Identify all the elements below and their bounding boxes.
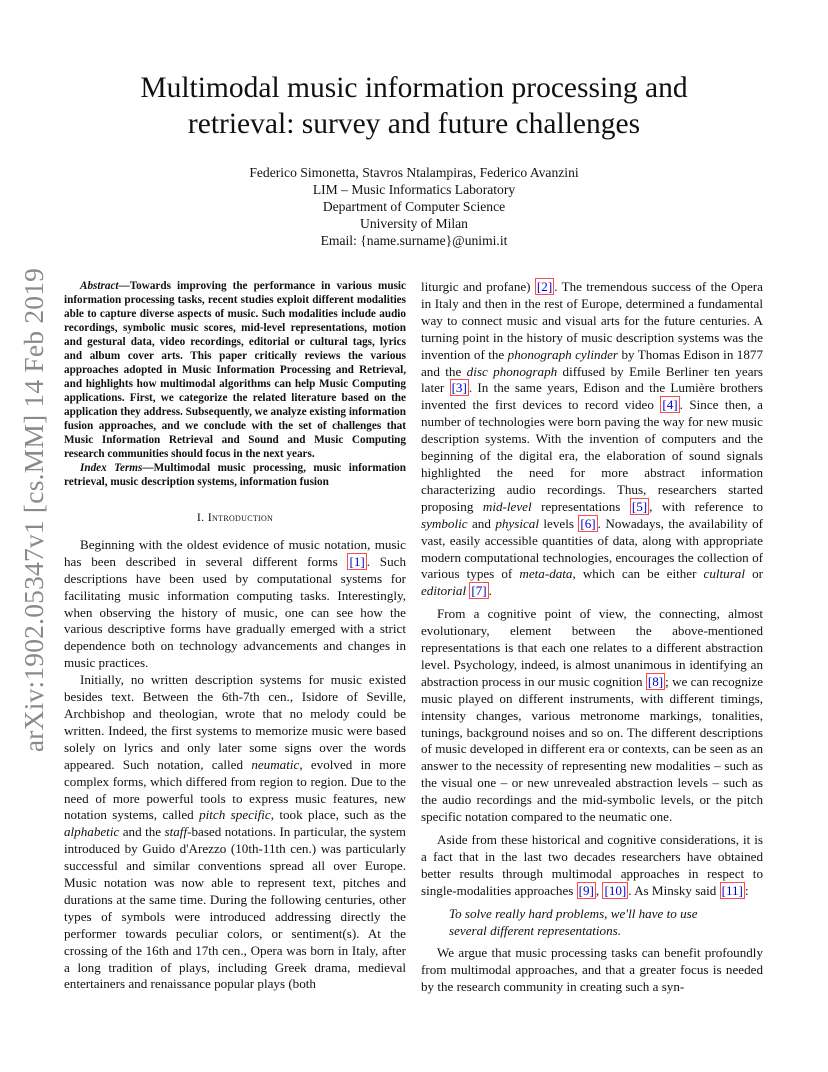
- affiliation-department: Department of Computer Science: [322, 199, 506, 214]
- text-run: .: [488, 583, 492, 599]
- citation-link[interactable]: [8]: [647, 673, 664, 689]
- citation-link[interactable]: [9]: [578, 882, 594, 898]
- text-run: ; we can recognize music played on different instruments, with different timings, intensity changes, various metronome markings, tonalities, tunings, background noises and so on. The different descriptions of music developed in different era or contexts, can be seen as an answer to the necessity of representing new modalities – such as the visual one – or new unrevealed abstraction levels – such as the audio recordings and the mid-symbolic levels, or the pitch specific notation compared to the neumatic one.: [421, 673, 764, 825]
- emphasis: alphabetic: [64, 824, 120, 840]
- quote-line-2: several different representations.: [449, 922, 622, 938]
- paragraph-1: [64, 537, 406, 672]
- text-run: From a cognitive point of view, the connecting, almost evolutionary, element between the above-mentioned representations is that each one relates to a different abstraction level. Psychology, indeed, is almost unanimous in identifying an abstraction process in our music cognition: [421, 606, 763, 689]
- title-line-1: Multimodal music information processing and: [140, 72, 688, 104]
- text-run: by Thomas Edison in 1877 and the: [421, 346, 763, 379]
- abstract: [64, 279, 406, 461]
- text-run: :: [744, 882, 749, 898]
- text-run: . As Minsky said: [628, 882, 720, 898]
- citation-link[interactable]: [11]: [721, 882, 743, 898]
- text-run: or: [745, 566, 763, 582]
- abstract-text: —Towards improving the performance in various music information processing tasks, recent studies exploit different modalities able to capture diverse aspects of music. Such modalities include audio recordings, symbolic music scores, mid-level representations, motion and gestural data, video recordings, editorial or cultural tags, lyrics and album cover arts. This paper critically reviews the various approaches adopted in Music Information Processing and Retrieval, and highlights how multimodal algorithms can help Music Computing applications. First, we categorize the related literature based on the application they address. Subsequently, we analyze existing information fusion approaches, and we conclude with the set of challenges that Music Information Retrieval and Sound and Music Computing research communities should focus in the next years.: [64, 280, 406, 460]
- emphasis: pitch specific: [199, 807, 271, 823]
- author-block: [60, 164, 768, 249]
- paragraph-2: [64, 672, 406, 993]
- text-run: . The tremendous success of the Opera in Italy and then in the rest of Europe, determined a fundamental way to connect music and visual arts for the future centuries. A turning point in the history of music description systems was the invention of the: [421, 279, 763, 362]
- text-run: Aside from these historical and cognitive considerations, it is a fact that in the last two decades researchers have obtained better results through multimodal approaches in respect to single-modalities approaches: [421, 832, 763, 898]
- text-run: liturgic and profane): [421, 279, 535, 294]
- paper-title: [60, 70, 768, 142]
- text-run: diffused by Emile Berliner ten years later: [421, 363, 764, 396]
- text-run: , with reference to: [649, 498, 763, 514]
- emphasis: physical: [495, 515, 539, 531]
- text-run: levels: [538, 515, 579, 531]
- text-run: , which can be either: [572, 566, 704, 582]
- citation-link[interactable]: [3]: [451, 380, 467, 396]
- citation-link[interactable]: [2]: [536, 279, 553, 294]
- index-terms: [64, 461, 406, 489]
- citation-link[interactable]: [7]: [471, 583, 487, 599]
- text-run: representations: [531, 498, 630, 514]
- paragraph-5: [421, 832, 763, 900]
- text-run: , took place, such as the: [270, 807, 407, 823]
- citation-link[interactable]: [10]: [604, 882, 627, 898]
- quote-line-1: To solve really hard problems, we'll have to use: [449, 905, 698, 921]
- section-title: Introduction: [207, 510, 274, 524]
- text-run: and the: [119, 824, 165, 840]
- paragraph-6: We argue that music processing tasks can benefit profoundly from multimodal approaches, and that a greater focus is needed by the research community in creating such a syn-: [421, 945, 763, 995]
- citation-link[interactable]: [4]: [662, 397, 678, 413]
- text-run: . In the same years, Edison and the Lumière brothers invented the first devices to record video: [421, 380, 763, 413]
- minsky-quote: [449, 906, 763, 940]
- emphasis: phonograph cylinder: [507, 346, 619, 362]
- left-column: [64, 279, 406, 993]
- section-heading: [64, 509, 406, 526]
- title-line-2: retrieval: survey and future challenges: [187, 108, 641, 140]
- author-email: Email: {name.surname}@unimi.it: [320, 233, 508, 248]
- author-names: Federico Simonetta, Stavros Ntalampiras, Federico Avanzini: [249, 165, 579, 180]
- index-terms-label: Index Terms: [80, 462, 143, 474]
- citation-link[interactable]: [6]: [580, 515, 596, 531]
- text-run: . Such descriptions have been used by computational systems for facilitating music information computing tasks. Interestingly, when observing the history of music, one can see how the various descriptive forms have gradually emerged with a strict dependence both on technology advancements and changes in music practices.: [64, 553, 406, 671]
- text-run: , evolved in more complex forms, which differed from region to region. Due to the need of more powerful tools to express music features, new notation systems, called: [64, 756, 406, 823]
- arxiv-sidebar: [12, 267, 56, 753]
- emphasis: mid-level: [482, 498, 532, 514]
- citation-link[interactable]: [1]: [349, 553, 365, 569]
- emphasis: cultural: [703, 566, 745, 582]
- emphasis: editorial: [421, 583, 467, 599]
- text-run: Initially, no written description systems for music existed besides text. Between the 6th-7th cen., Isidore of Seville, Archbishop and theologian, wrote that no melody could be written. Indeed, the first systems to memorize music were based solely on lyrics and only later some signs over the words appeared. Such notation, called: [64, 672, 406, 772]
- emphasis: symbolic: [421, 515, 468, 531]
- index-terms-text: —Multimodal music processing, music information retrieval, music description systems, information fusion: [64, 462, 406, 488]
- text-run: . Since then, a number of technologies were born paving the way for new music description systems. With the invention of computers and the beginning of the digital era, the elaboration of sound signals highlighted the need for more abstract information characterizing audio recordings. Thus, researchers started proposing: [421, 397, 763, 514]
- citation-link[interactable]: [5]: [631, 498, 648, 514]
- section-number: I.: [196, 510, 208, 524]
- paragraph-3: [421, 279, 763, 600]
- text-run: and: [467, 515, 496, 531]
- right-column: [421, 279, 763, 996]
- abstract-label: Abstract: [80, 280, 119, 292]
- emphasis: disc phonograph: [466, 363, 558, 379]
- affiliation-lab: LIM – Music Informatics Laboratory: [312, 182, 516, 197]
- text-run: ,: [595, 882, 603, 898]
- text-run: . Nowadays, the availability of vast, easily accessible quantities of data, along with appropriate modern computational technologies, encourages the collection of various types of: [421, 515, 764, 582]
- emphasis: staff: [164, 824, 188, 840]
- emphasis: meta-data: [519, 566, 573, 582]
- affiliation-university: University of Milan: [360, 216, 468, 231]
- emphasis: neumatic: [251, 756, 300, 772]
- text-run: Beginning with the oldest evidence of music notation, music has been described in several different forms: [64, 536, 406, 569]
- text-run: -based notations. In particular, the system introduced by Guido d'Arezzo (10th-11th cen.) was particularly successful and similar conventions spread all over Europe. Music notation was now able to represent text, pitches and durations at the same time. During the following centuries, other types of symbols were introduced addressing directly the performer towards peculiar colors, or sentiment(s). At the crossing of the 16th and 17th cen., Opera was born in Italy, after a long tradition of plays, including Greek drama, medieval entertainers and renaissance popular plays (both: [64, 824, 406, 992]
- paragraph-4: [421, 606, 763, 826]
- arxiv-identifier: arXiv:1902.05347v1 [cs.MM] 14 Feb 2019: [18, 267, 50, 753]
